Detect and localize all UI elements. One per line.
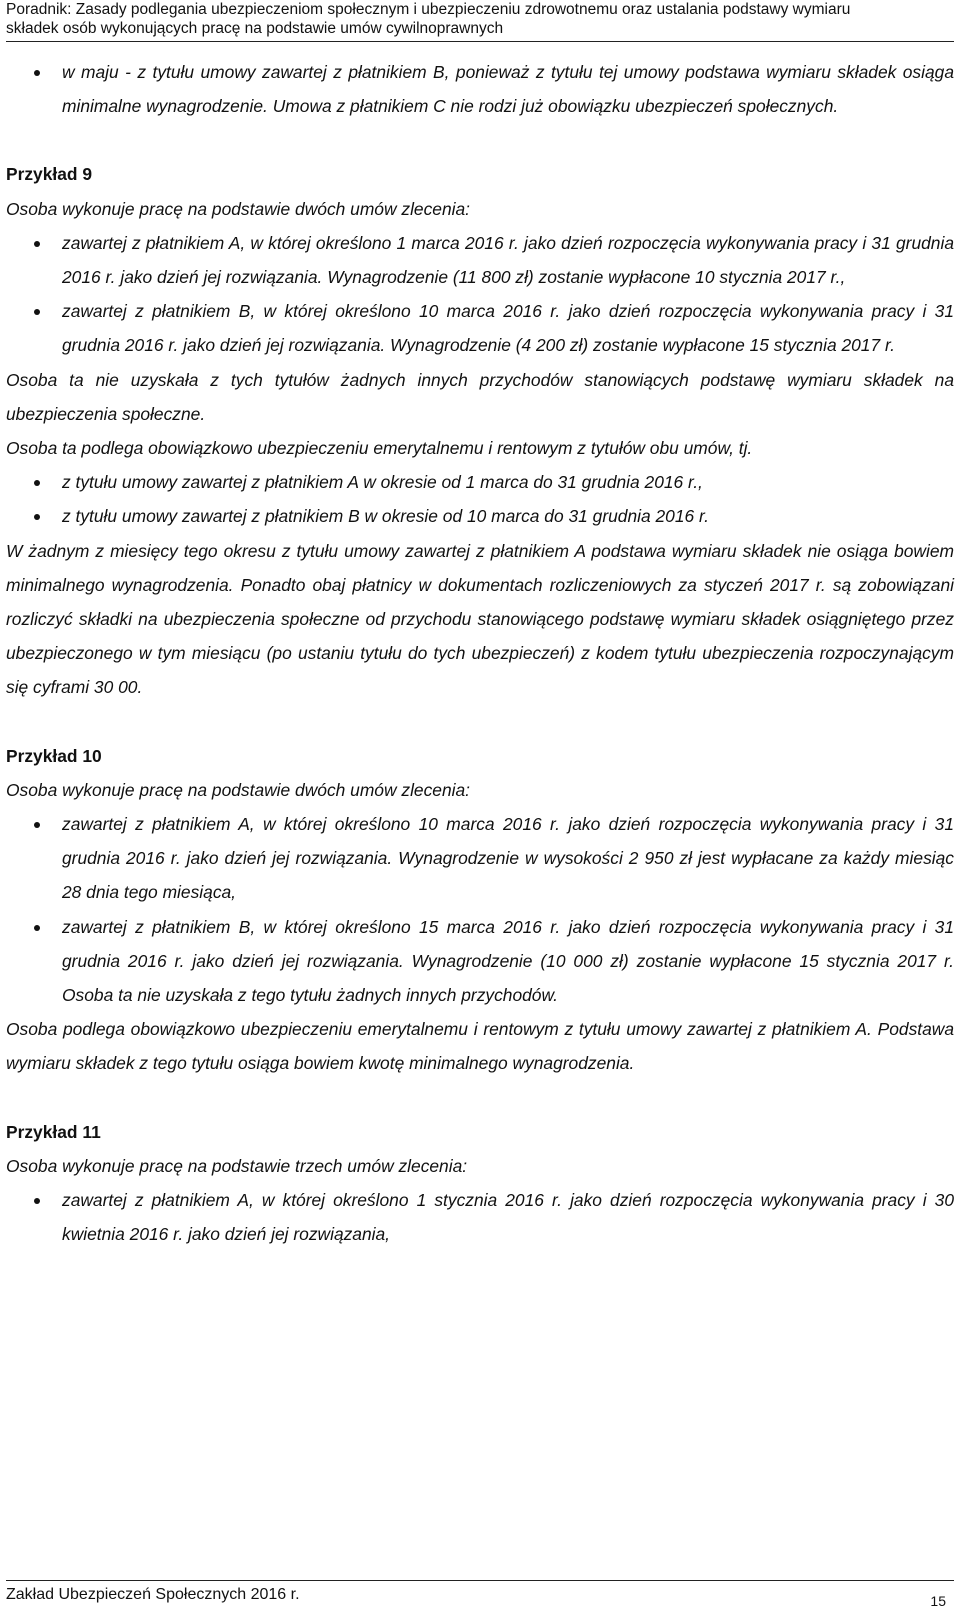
bullet-icon xyxy=(34,241,40,247)
list-item: zawartej z płatnikiem A, w której określono 1 marca 2016 r. jako dzień rozpoczęcia wykonywania pracy i 31 grudnia 2016 r. jako dzień jej rozwiązania. Wynagrodzenie (11 800 zł) zostanie wypłacone 10 stycznia 2017 r., xyxy=(6,226,954,294)
header-line-1: Poradnik: Zasady podlegania ubezpieczeniom społecznym i ubezpieczeniu zdrowotnemu oraz ustalania podstawy wymiaru xyxy=(6,1,851,18)
list-item: z tytułu umowy zawartej z płatnikiem A w okresie od 1 marca do 31 grudnia 2016 r., xyxy=(6,465,954,499)
example-11 xyxy=(6,1115,954,1252)
bullet-icon xyxy=(34,822,40,828)
bullet-list xyxy=(6,807,954,1012)
intro-list xyxy=(6,55,954,123)
section-title: Przykład 10 xyxy=(6,745,102,766)
example-10 xyxy=(6,739,954,1081)
bullet-list xyxy=(6,465,954,533)
section-title: Przykład 9 xyxy=(6,164,93,185)
footer-text: Zakład Ubezpieczeń Społecznych 2016 r. xyxy=(6,1586,300,1603)
bullet-icon xyxy=(34,1198,40,1204)
page-header xyxy=(6,0,954,38)
bullet-icon xyxy=(34,309,40,315)
paragraph: Osoba ta nie uzyskała z tych tytułów żadnych innych przychodów stanowiących podstawę wymiaru składek na ubezpieczenia społeczne. xyxy=(6,369,954,424)
bullet-list xyxy=(6,1183,954,1251)
paragraph: Osoba ta podlega obowiązkowo ubezpieczeniu emerytalnemu i rentowym z tytułów obu umów, tj. xyxy=(6,438,753,459)
footer-divider xyxy=(6,1580,954,1581)
paragraph: Osoba podlega obowiązkowo ubezpieczeniu emerytalnemu i rentowym z tytułu umowy zawartej z płatnikiem A. Podstawa wymiaru składek z tego tytułu osiąga bowiem kwotę minimalnego wynagrodzenia. xyxy=(6,1019,954,1074)
bullet-icon xyxy=(34,514,40,520)
list-item: z tytułu umowy zawartej z płatnikiem B w okresie od 10 marca do 31 grudnia 2016 r. xyxy=(6,499,954,533)
section-lead: Osoba wykonuje pracę na podstawie dwóch umów zlecenia: xyxy=(6,779,471,800)
section-lead: Osoba wykonuje pracę na podstawie trzech umów zlecenia: xyxy=(6,1155,468,1176)
header-divider xyxy=(6,41,954,42)
bullet-icon xyxy=(34,480,40,486)
paragraph: W żadnym z miesięcy tego okresu z tytułu umowy zawartej z płatnikiem A podstawa wymiaru składek nie osiąga bowiem minimalnego wynagrodzenia. Ponadto obaj płatnicy w dokumentach rozliczeniowych za styczeń 2017 r. są zobowiązani rozliczyć składki na ubezpieczenia społeczne od przychodu stanowiącego podstawę wymiaru składek osiągniętego przez ubezpieczonego w tym miesiącu (po ustaniu tytułu do tych ubezpieczeń) z kodem tytułu ubezpieczenia rozpoczynającym się cyframi 30 00. xyxy=(6,540,954,698)
page-number: 15 xyxy=(930,1593,946,1609)
header-line-2: składek osób wykonujących pracę na podstawie umów cywilnoprawnych xyxy=(6,20,504,37)
bullet-icon xyxy=(34,70,40,76)
bullet-list xyxy=(6,226,954,363)
section-title: Przykład 11 xyxy=(6,1121,101,1142)
list-item: w maju - z tytułu umowy zawartej z płatnikiem B, ponieważ z tytułu tej umowy podstawa wymiaru składek osiąga minimalne wynagrodzenie. Umowa z płatnikiem C nie rodzi już obowiązku ubezpieczeń społecznych. xyxy=(6,55,954,123)
list-item: zawartej z płatnikiem B, w której określono 15 marca 2016 r. jako dzień rozpoczęcia wykonywania pracy i 31 grudnia 2016 r. jako dzień jej rozwiązania. Wynagrodzenie (10 000 zł) zostanie wypłacone 15 stycznia 2017 r. Osoba ta nie uzyskała z tego tytułu żadnych innych przychodów. xyxy=(6,910,954,1013)
list-item: zawartej z płatnikiem A, w której określono 1 stycznia 2016 r. jako dzień rozpoczęcia wykonywania pracy i 30 kwietnia 2016 r. jako dzień jej rozwiązania, xyxy=(6,1183,954,1251)
document-body xyxy=(6,55,954,1252)
example-9 xyxy=(6,157,954,704)
list-item: zawartej z płatnikiem A, w której określono 10 marca 2016 r. jako dzień rozpoczęcia wykonywania pracy i 31 grudnia 2016 r. jako dzień jej rozwiązania. Wynagrodzenie w wysokości 2 950 zł jest wypłacane za każdy miesiąc 28 dnia tego miesiąca, xyxy=(6,807,954,910)
list-item: zawartej z płatnikiem B, w której określono 10 marca 2016 r. jako dzień rozpoczęcia wykonywania pracy i 31 grudnia 2016 r. jako dzień jej rozwiązania. Wynagrodzenie (4 200 zł) zostanie wypłacone 15 stycznia 2017 r. xyxy=(6,294,954,362)
bullet-icon xyxy=(34,925,40,931)
section-lead: Osoba wykonuje pracę na podstawie dwóch umów zlecenia: xyxy=(6,198,471,219)
